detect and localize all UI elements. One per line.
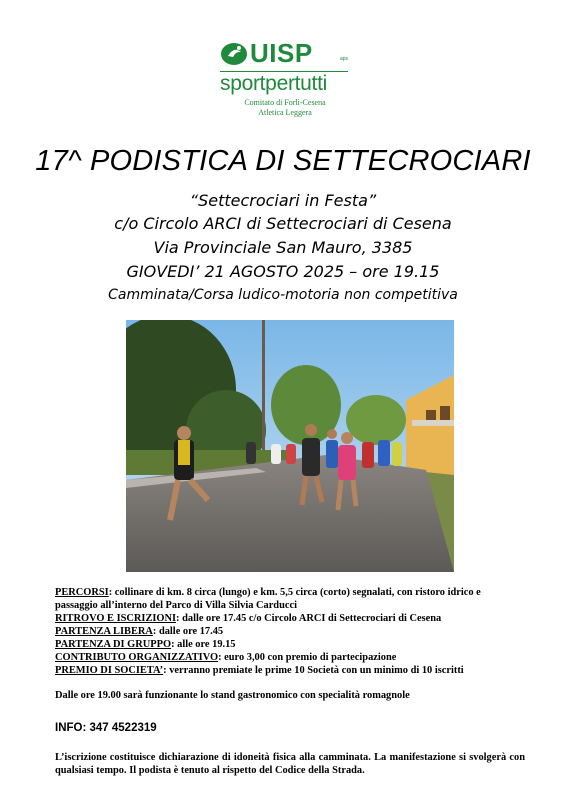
event-details [55,586,525,677]
gastro-note: Dalle ore 19.00 sarà funzionante lo stand gastronomico con specialità romagnole [55,690,410,701]
detail-text: : dalle ore 17.45 [152,626,224,637]
detail-contributo [55,651,525,664]
detail-partenza-gruppo [55,638,525,651]
detail-partenza-libera [55,625,525,638]
logo-brand-small: aps [340,56,349,62]
detail-label: PREMIO DI SOCIETA’ [55,665,164,676]
detail-label: PERCORSI [55,587,109,598]
info-phone: INFO: 347 4522319 [55,722,157,734]
detail-text: : collinare di km. 8 circa (lungo) e km. 5,5 circa (corto) segnalati, con ristoro idrico e passaggio all’interno del Parco di Villa Silvia Carducci [55,587,481,611]
logo-tagline: sportpertutti [220,72,327,95]
detail-ritrovo [55,612,525,625]
detail-label: RITROVO E ISCRIZIONI [55,613,177,624]
runners-photo [126,320,454,572]
uisp-logo [200,38,370,120]
detail-text: : dalle ore 17.45 c/o Circolo ARCI di Settecrociari di Cesena [176,613,442,624]
disclaimer-text: L’iscrizione costituisce dichiarazione di idoneità fisica alla camminata. La manifestazione si svolgerà con qualsiasi tempo. Il podista è tenuto al rispetto del Codice della Strada. [55,752,525,776]
detail-text: : alle ore 19.15 [171,639,236,650]
logo-committee: Comitato di Forlì-Cesena [244,98,326,107]
detail-premio [55,664,525,677]
runner-logo-icon [220,42,248,66]
event-subtitle: “Settecrociari in Festa” [189,191,377,210]
detail-label: PARTENZA DI GRUPPO [55,639,172,650]
event-address: Via Provinciale San Mauro, 3385 [153,238,413,257]
event-datetime: GIOVEDI’ 21 AGOSTO 2025 – ore 19.15 [126,262,440,281]
detail-text: : verranno premiate le prime 10 Società con un minimo di 10 iscritti [163,665,464,676]
event-title: 17^ PODISTICA DI SETTECROCIARI [35,145,531,177]
detail-label: PARTENZA LIBERA [55,626,153,637]
detail-text: : euro 3,00 con premio di partecipazione [218,652,397,663]
detail-label: CONTRIBUTO ORGANIZZATIVO [55,652,219,663]
event-venue: c/o Circolo ARCI di Settecrociari di Cesena [114,214,452,233]
logo-brand: UISP [250,38,313,68]
detail-percorsi [55,586,525,612]
logo-section: Atletica Leggera [258,108,312,117]
event-type: Camminata/Corsa ludico-motoria non competitiva [108,287,458,303]
